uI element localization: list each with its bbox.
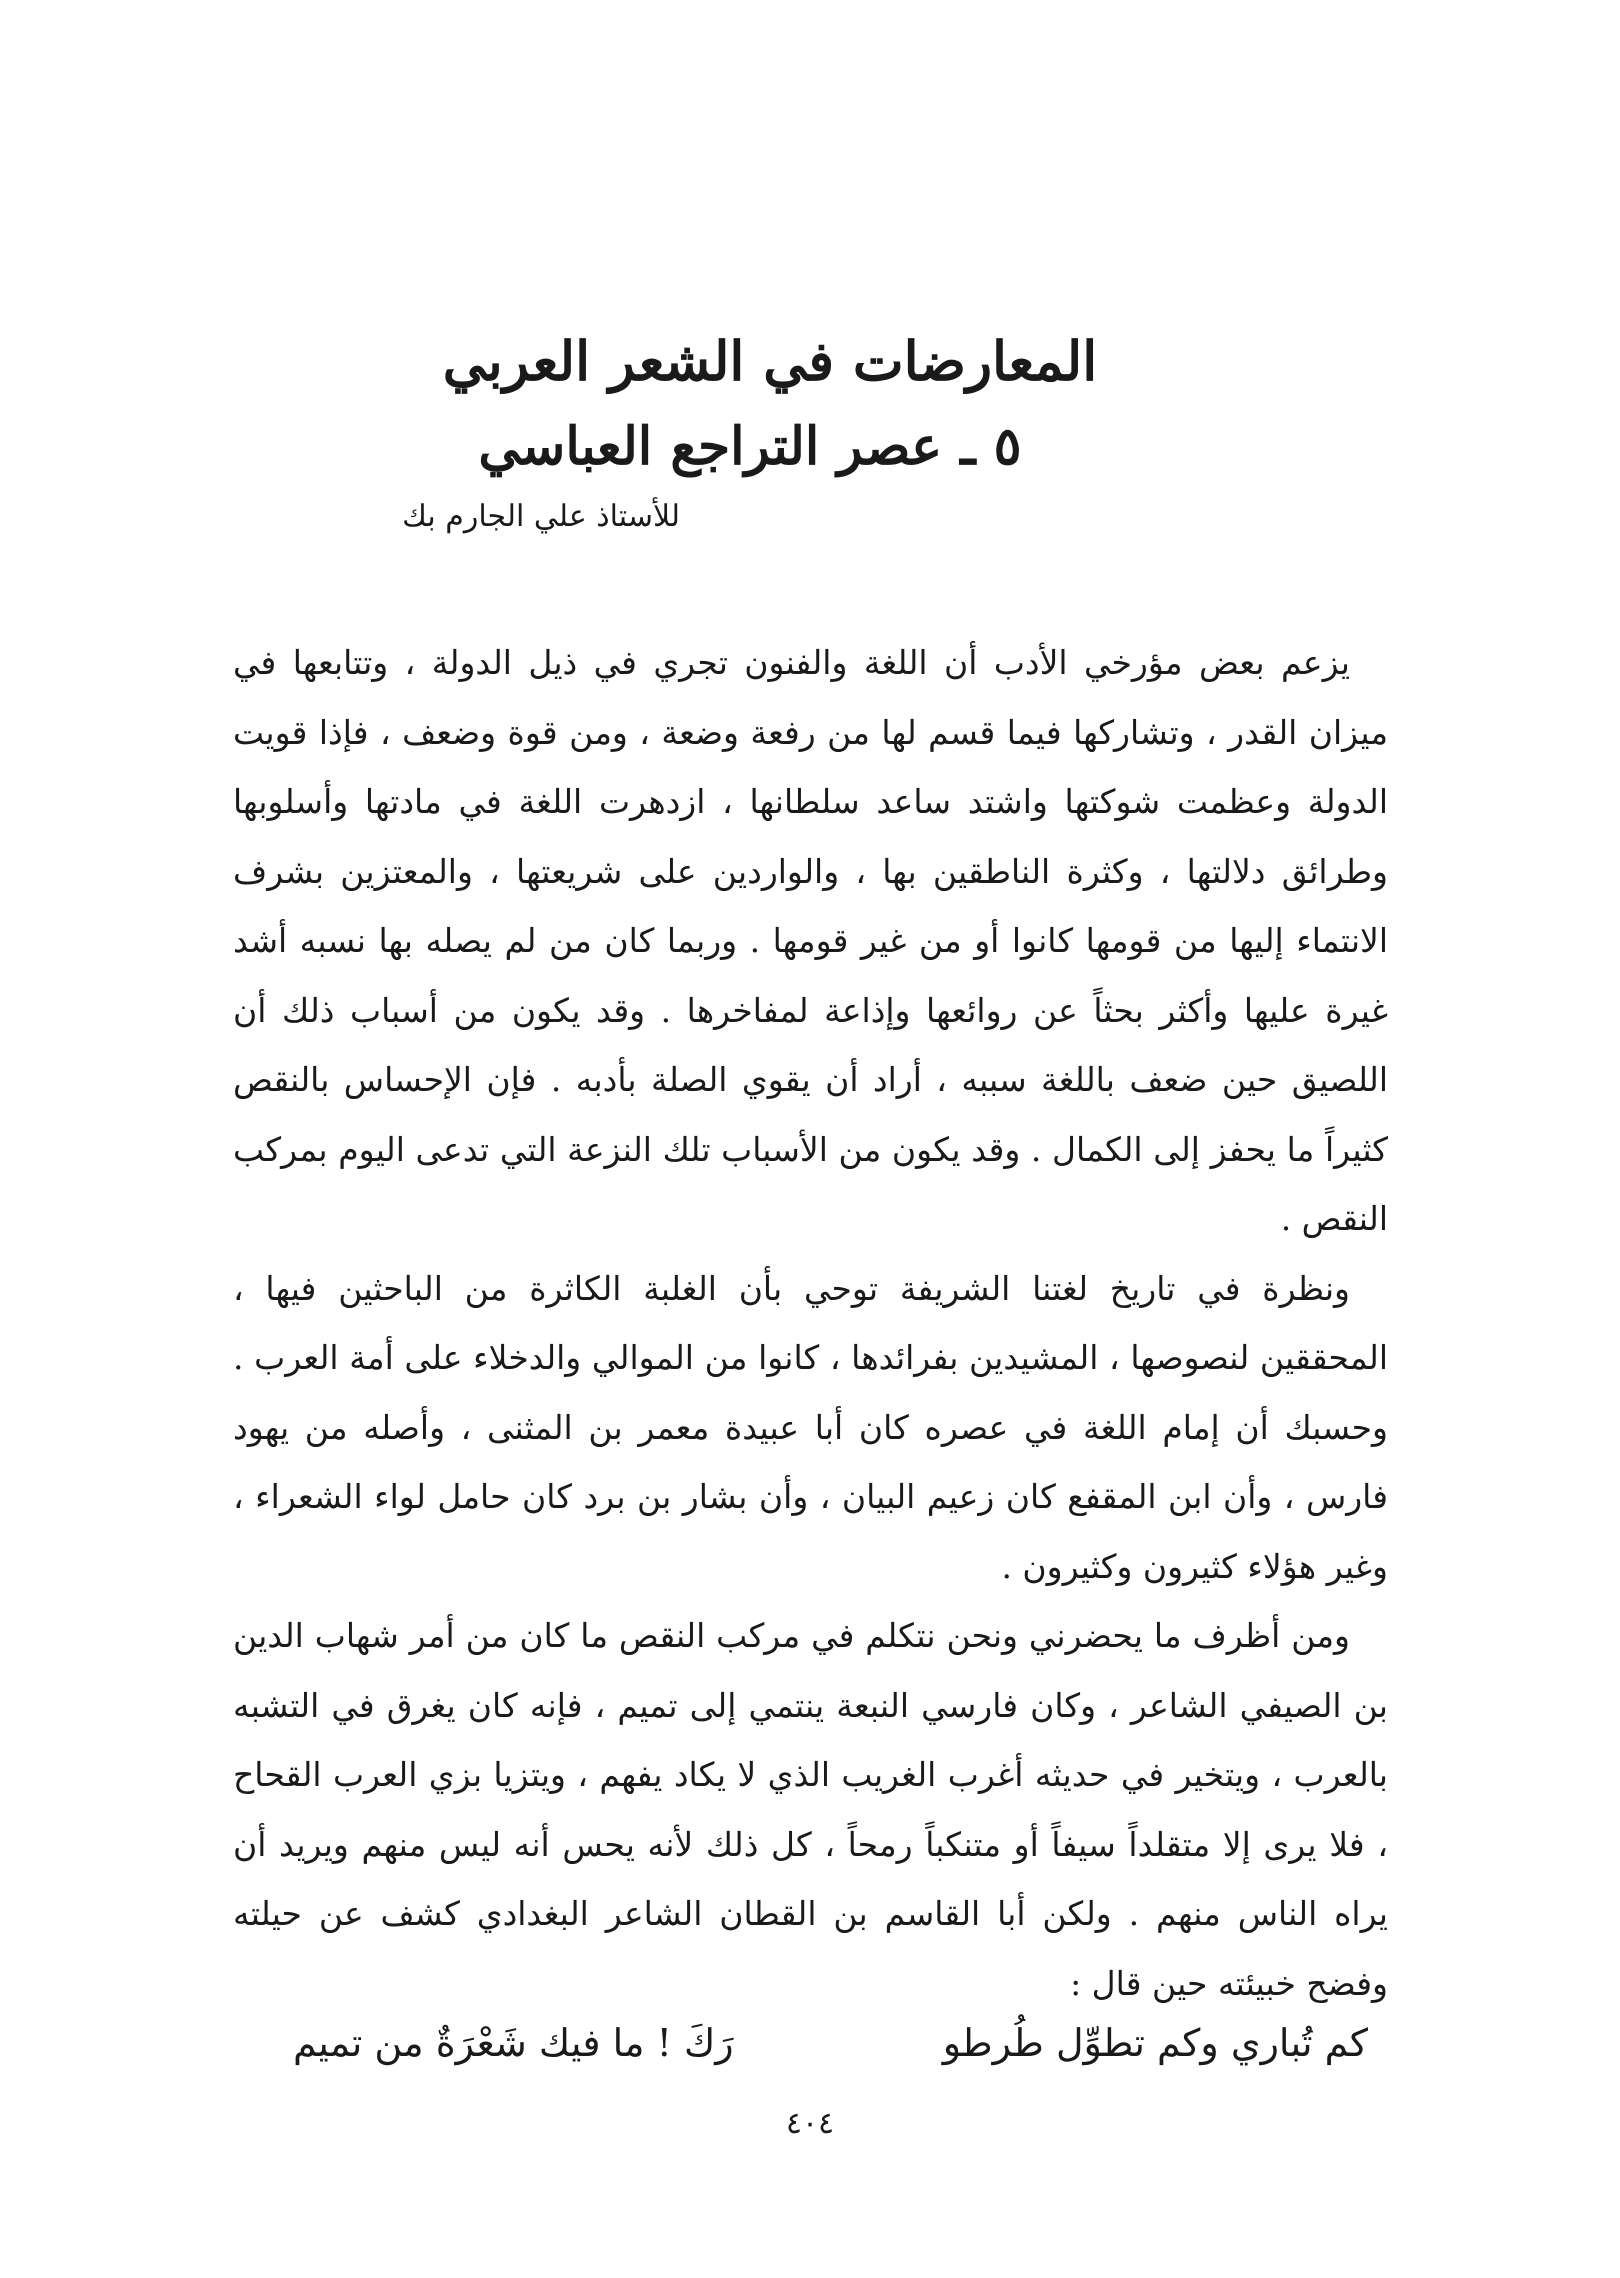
verse-first-hemistich: كم تُباري وكم تطوِّل طُرطو bbox=[942, 2021, 1368, 2065]
heading-block bbox=[0, 318, 1620, 490]
article-body bbox=[233, 628, 1388, 2018]
paragraph-3: ومن أظرف ما يحضرني ونحن نتكلم في مركب النقص ما كان من أمر شهاب الدين بن الصيفي الشاعر ، وكان فارسي النبعة ينتمي إلى تميم ، فإنه كان يغرق في التشبه بالعرب ، ويتخير في حديثه أغرب الغريب الذي لا يكاد يفهم ، ويتزيا بزي العرب القحاح ، فلا يرى إلا متقلداً سيفاً أو متنكباً رمحاً ، كل ذلك لأنه يحس أنه ليس منهم ويريد أن يراه الناس منهم . ولكن أبا القاسم بن القطان الشاعر البغدادي كشف عن حيلته وفضح خبيئته حين قال : bbox=[233, 1616, 1388, 2003]
verse-second-hemistich: رَكَ ! ما فيك شَعْرَةٌ من تميم bbox=[293, 2021, 734, 2065]
paragraph-1: يزعم بعض مؤرخي الأدب أن اللغة والفنون تجري في ذيل الدولة ، وتتابعها في ميزان القدر ، وتشاركها فيما قسم لها من رفعة وضعة ، ومن قوة وضعف ، فإذا قويت الدولة وعظمت شوكتها واشتد ساعد سلطانها ، ازدهرت اللغة في مادتها وأسلوبها وطرائق دلالتها ، وكثرة الناطقين بها ، والواردين على شريعتها ، والمعتزين بشرف الانتماء إليها من قومها كانوا أو من غير قومها . وربما كان من لم يصله بها نسبه أشد غيرة عليها وأكثر بحثاً عن روائعها وإذاعة لمفاخرها . وقد يكون من أسباب ذلك أن اللصيق حين ضعف باللغة سببه ، أراد أن يقوي الصلة بأدبه . فإن الإحساس بالنقص كثيراً ما يحفز إلى الكمال . وقد يكون من الأسباب تلك النزعة التي تدعى اليوم بمركب النقص . bbox=[233, 643, 1388, 1238]
paragraph-2: ونظرة في تاريخ لغتنا الشريفة توحي بأن الغلبة الكاثرة من الباحثين فيها ، المحققين لنصوصها ، المشيدين بفرائدها ، كانوا من الموالي والدخلاء على أمة العرب . وحسبك أن إمام اللغة في عصره كان أبا عبيدة معمر بن المثنى ، وأصله من يهود فارس ، وأن ابن المقفع كان زعيم البيان ، وأن بشار بن برد كان حامل لواء الشعراء ، وغير هؤلاء كثيرون وكثيرون . bbox=[233, 1268, 1388, 1586]
article-subtitle: ٥ ـ عصر التراجع العباسي bbox=[478, 416, 1022, 477]
article-title: المعارضات في الشعر العربي bbox=[442, 329, 1098, 393]
poetry-verse bbox=[233, 2008, 1388, 2078]
author-line: للأستاذ علي الجارم بك bbox=[402, 499, 680, 534]
page-number: ٤٠٤ bbox=[785, 2106, 835, 2141]
